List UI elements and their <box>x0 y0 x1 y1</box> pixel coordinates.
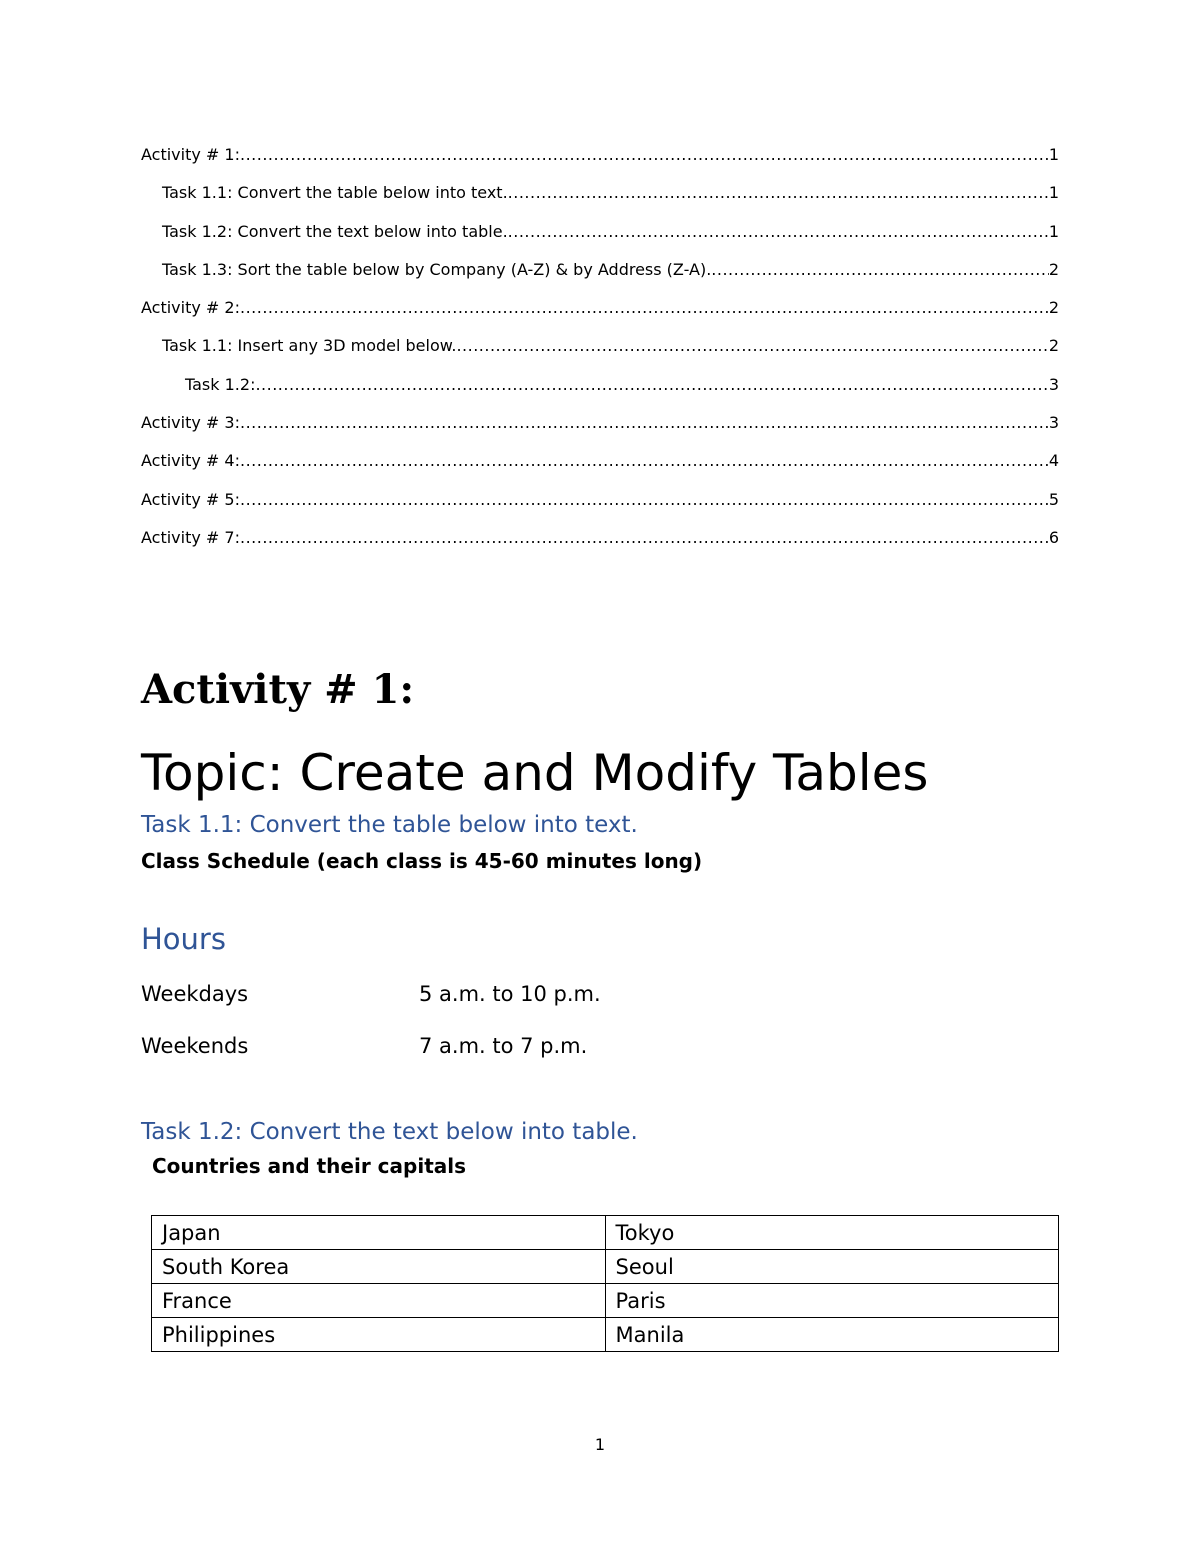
toc-dot-leader <box>456 334 1048 358</box>
table-cell-capital[interactable]: Tokyo <box>605 1216 1058 1250</box>
table-cell-country[interactable]: Philippines <box>152 1318 606 1352</box>
toc-entry[interactable] <box>141 220 1059 258</box>
toc-entry[interactable] <box>141 296 1059 334</box>
toc-entry-title: Task 1.2: Convert the text below into table. <box>162 221 508 241</box>
topic-title: Topic: Create and Modify Tables <box>141 744 929 802</box>
toc-entry[interactable] <box>141 411 1059 449</box>
table-row <box>152 1318 1059 1352</box>
toc-entry-page: 6 <box>1048 527 1059 547</box>
table-cell-country[interactable]: South Korea <box>152 1250 606 1284</box>
hours-heading: Hours <box>141 922 226 956</box>
table-row <box>152 1216 1059 1250</box>
toc-entry-title: Activity # 5: <box>141 489 240 509</box>
toc-entry-title: Activity # 7: <box>141 527 240 547</box>
hours-value: 5 a.m. to 10 p.m. <box>419 982 601 1006</box>
task-1-2-heading: Task 1.2: Convert the text below into table. <box>141 1119 638 1145</box>
activity-heading: Activity # 1: <box>141 666 415 713</box>
countries-subtitle: Countries and their capitals <box>152 1154 467 1178</box>
toc-dot-leader <box>240 411 1049 435</box>
toc-entry-title: Activity # 2: <box>141 298 240 318</box>
hours-value: 7 a.m. to 7 p.m. <box>419 1034 588 1058</box>
toc-dot-leader <box>240 143 1049 167</box>
toc-entry-page: 1 <box>1048 183 1059 203</box>
toc-entry[interactable] <box>141 334 1059 372</box>
toc-entry-page: 4 <box>1048 451 1059 471</box>
toc-entry[interactable] <box>141 449 1059 487</box>
toc-dot-leader <box>508 181 1049 205</box>
toc-entry[interactable] <box>141 488 1059 526</box>
toc-entry[interactable] <box>141 258 1059 296</box>
toc-entry-page: 2 <box>1048 298 1059 318</box>
table-cell-country[interactable]: France <box>152 1284 606 1318</box>
capitals-table <box>151 1215 1059 1352</box>
toc-entry-page: 2 <box>1048 259 1059 279</box>
toc-entry-title: Task 1.1: Insert any 3D model below. <box>162 336 457 356</box>
toc-entry-page: 3 <box>1048 413 1059 433</box>
toc-entry-page: 2 <box>1048 336 1059 356</box>
toc-dot-leader <box>240 488 1049 512</box>
table-cell-capital[interactable]: Paris <box>605 1284 1058 1318</box>
table-of-contents <box>141 143 1059 564</box>
toc-dot-leader <box>240 526 1049 550</box>
toc-entry[interactable] <box>141 526 1059 564</box>
toc-dot-leader <box>711 258 1049 282</box>
toc-entry-title: Activity # 3: <box>141 413 240 433</box>
toc-entry-title: Task 1.2: <box>185 374 256 394</box>
table-cell-capital[interactable]: Manila <box>605 1318 1058 1352</box>
toc-entry-page: 1 <box>1048 221 1059 241</box>
page-number: 1 <box>594 1435 606 1454</box>
toc-dot-leader <box>240 449 1049 473</box>
table-row <box>152 1250 1059 1284</box>
toc-dot-leader <box>255 373 1048 397</box>
toc-entry-page: 3 <box>1048 374 1059 394</box>
toc-entry-title: Activity # 1: <box>141 145 240 164</box>
toc-entry-page: 1 <box>1048 145 1059 164</box>
table-cell-capital[interactable]: Seoul <box>605 1250 1058 1284</box>
toc-entry[interactable] <box>141 181 1059 219</box>
toc-dot-leader <box>508 220 1049 244</box>
toc-entry-title: Task 1.3: Sort the table below by Company (A-Z) & by Address (Z-A). <box>162 259 712 279</box>
toc-entry[interactable] <box>141 143 1059 181</box>
table-row <box>152 1284 1059 1318</box>
hours-label: Weekends <box>141 1034 249 1058</box>
class-schedule-subtitle: Class Schedule (each class is 45-60 minutes long) <box>141 849 703 873</box>
toc-entry-title: Task 1.1: Convert the table below into text. <box>162 183 508 203</box>
task-1-1-heading: Task 1.1: Convert the table below into text. <box>141 812 638 838</box>
toc-entry-page: 5 <box>1048 489 1059 509</box>
toc-entry-title: Activity # 4: <box>141 451 240 471</box>
hours-label: Weekdays <box>141 982 249 1006</box>
toc-entry[interactable] <box>141 373 1059 411</box>
toc-dot-leader <box>240 296 1049 320</box>
table-cell-country[interactable]: Japan <box>152 1216 606 1250</box>
